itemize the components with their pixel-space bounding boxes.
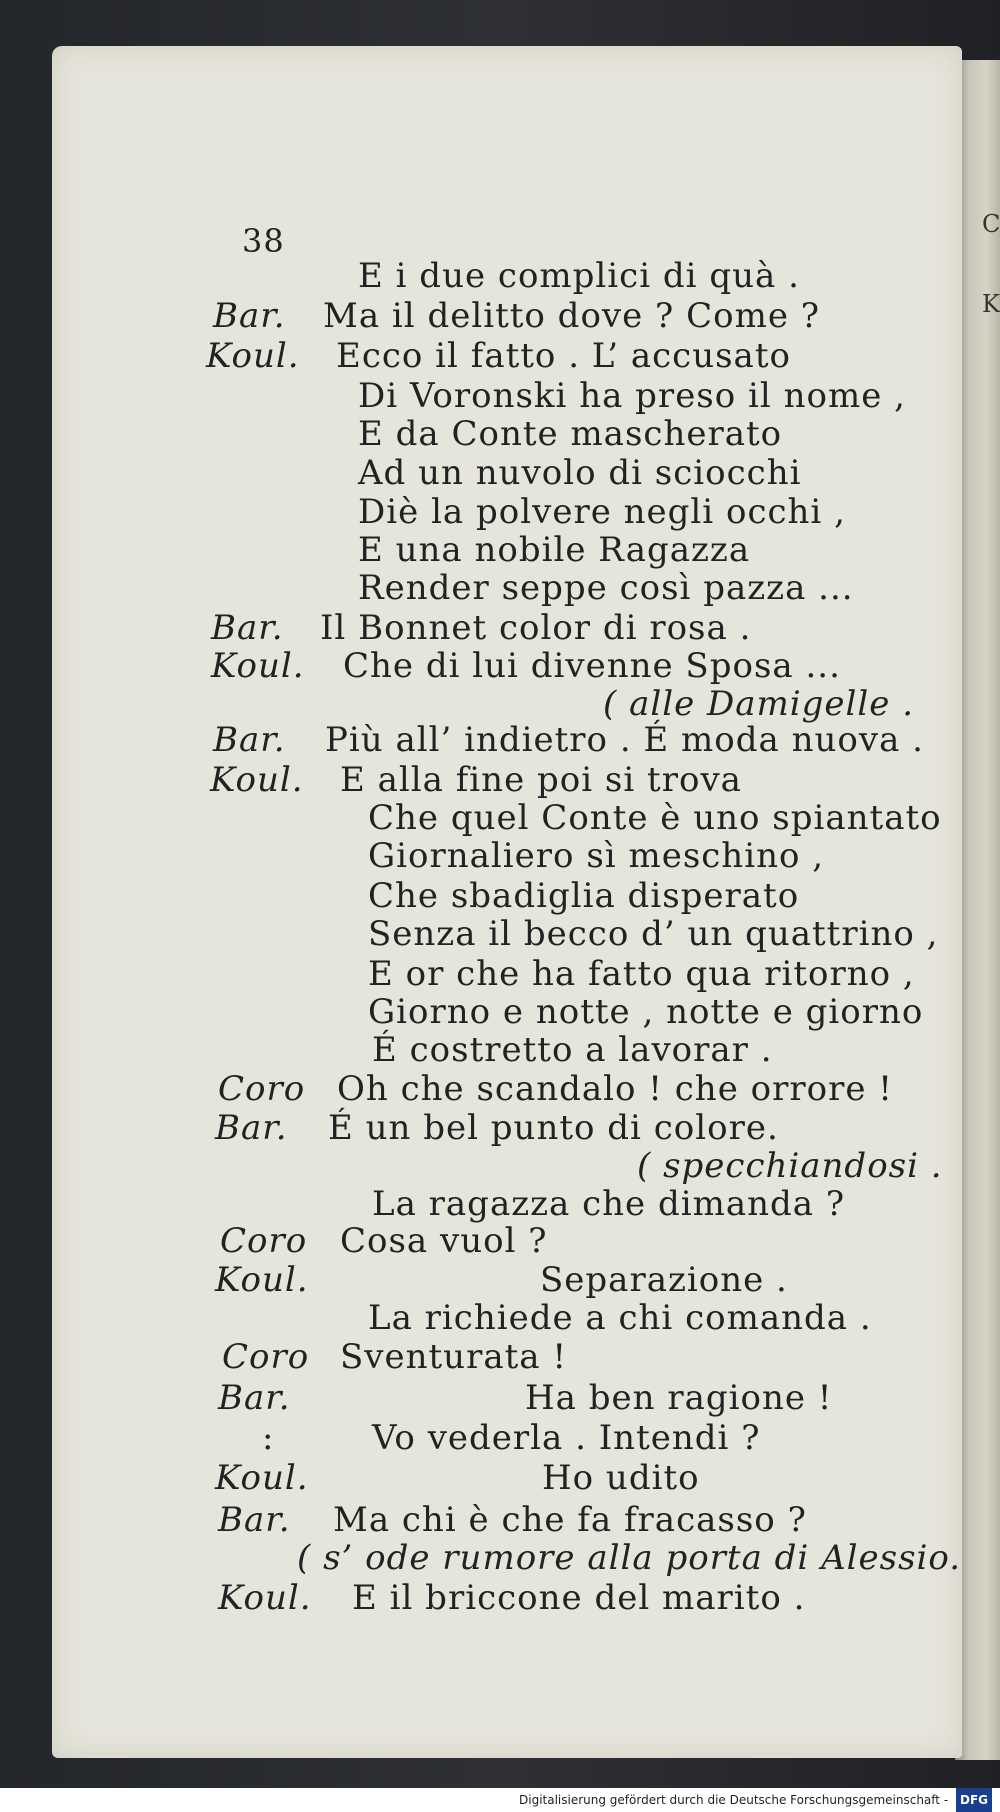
verse-line: É costretto a lavorar . [372, 1030, 773, 1070]
verse-line: Ecco il fatto . L’ accusato [336, 336, 791, 376]
speaker-label: : [262, 1418, 275, 1458]
stage-direction: ( specchiandosi . [637, 1146, 943, 1186]
page-number: 38 [242, 222, 285, 260]
speaker-label: Koul. [215, 1458, 309, 1498]
stage-direction: ( alle Damigelle . [603, 684, 915, 724]
verse-line: Il Bonnet color di rosa . [320, 608, 752, 648]
verse-line: Giornaliero sì meschino , [368, 836, 825, 876]
speaker-label: Coro [220, 1221, 308, 1261]
digitization-footer [0, 1788, 1000, 1812]
verse-line: La ragazza che dimanda ? [372, 1184, 846, 1224]
verse-line: Che di lui divenne Sposa ... [343, 646, 841, 686]
speaker-label: Coro [218, 1069, 306, 1109]
verse-line: Oh che scandalo ! che orrore ! [337, 1069, 893, 1109]
speaker-label: Bar. [218, 1500, 291, 1540]
speaker-label: Coro [222, 1337, 310, 1377]
verse-line: Più all’ indietro . É moda nuova . [325, 720, 924, 760]
dfg-logo: DFG [956, 1788, 992, 1812]
verse-line: Vo vederla . Intendi ? [372, 1418, 761, 1458]
edge-fragment: K [982, 290, 1000, 318]
verse-line: É un bel punto di colore. [328, 1108, 779, 1148]
verse-line: Sventurata ! [340, 1337, 568, 1377]
verse-line: Diè la polvere negli occhi , [358, 492, 846, 532]
speaker-label: Bar. [213, 296, 286, 336]
verse-line: Giorno e notte , notte e giorno [368, 992, 924, 1032]
verse-line: Ha ben ragione ! [525, 1378, 833, 1418]
verse-line: E il briccone del marito . [352, 1578, 806, 1618]
verse-line: Separazione . [540, 1260, 788, 1300]
verse-line: E alla fine poi si trova [340, 760, 742, 800]
speaker-label: Koul. [206, 336, 300, 376]
speaker-label: Koul. [210, 760, 304, 800]
speaker-label: Bar. [218, 1378, 291, 1418]
footer-text: Digitalisierung gefördert durch die Deutsche Forschungsgemeinschaft - [519, 1793, 949, 1807]
verse-line: E una nobile Ragazza [358, 530, 751, 570]
speaker-label: Bar. [215, 1108, 288, 1148]
speaker-label: Koul. [211, 646, 305, 686]
speaker-label: Bar. [213, 720, 286, 760]
verse-line: Che quel Conte è uno spiantato [368, 798, 942, 838]
speaker-label: Koul. [215, 1260, 309, 1300]
verse-line: Senza il becco d’ un quattrino , [368, 914, 939, 954]
verse-line: Ho udito [542, 1458, 700, 1498]
verse-line: E i due complici di quà . [358, 256, 800, 296]
verse-line: Ma il delitto dove ? Come ? [323, 296, 820, 336]
verse-line: E or che ha fatto qua ritorno , [368, 954, 915, 994]
edge-fragment: C [982, 210, 1000, 238]
stage-direction: ( s’ ode rumore alla porta di Alessio. [297, 1538, 962, 1578]
speaker-label: Bar. [211, 608, 284, 648]
verse-line: Cosa vuol ? [340, 1221, 548, 1261]
verse-line: E da Conte mascherato [358, 414, 783, 454]
verse-line: La richiede a chi comanda . [368, 1298, 872, 1338]
verse-line: Render seppe così pazza ... [358, 568, 854, 608]
verse-line: Ma chi è che fa fracasso ? [333, 1500, 807, 1540]
verse-line: Di Voronski ha preso il nome , [358, 376, 906, 416]
verse-line: Ad un nuvolo di sciocchi [358, 453, 802, 493]
speaker-label: Koul. [218, 1578, 312, 1618]
verse-line: Che sbadiglia disperato [368, 876, 800, 916]
